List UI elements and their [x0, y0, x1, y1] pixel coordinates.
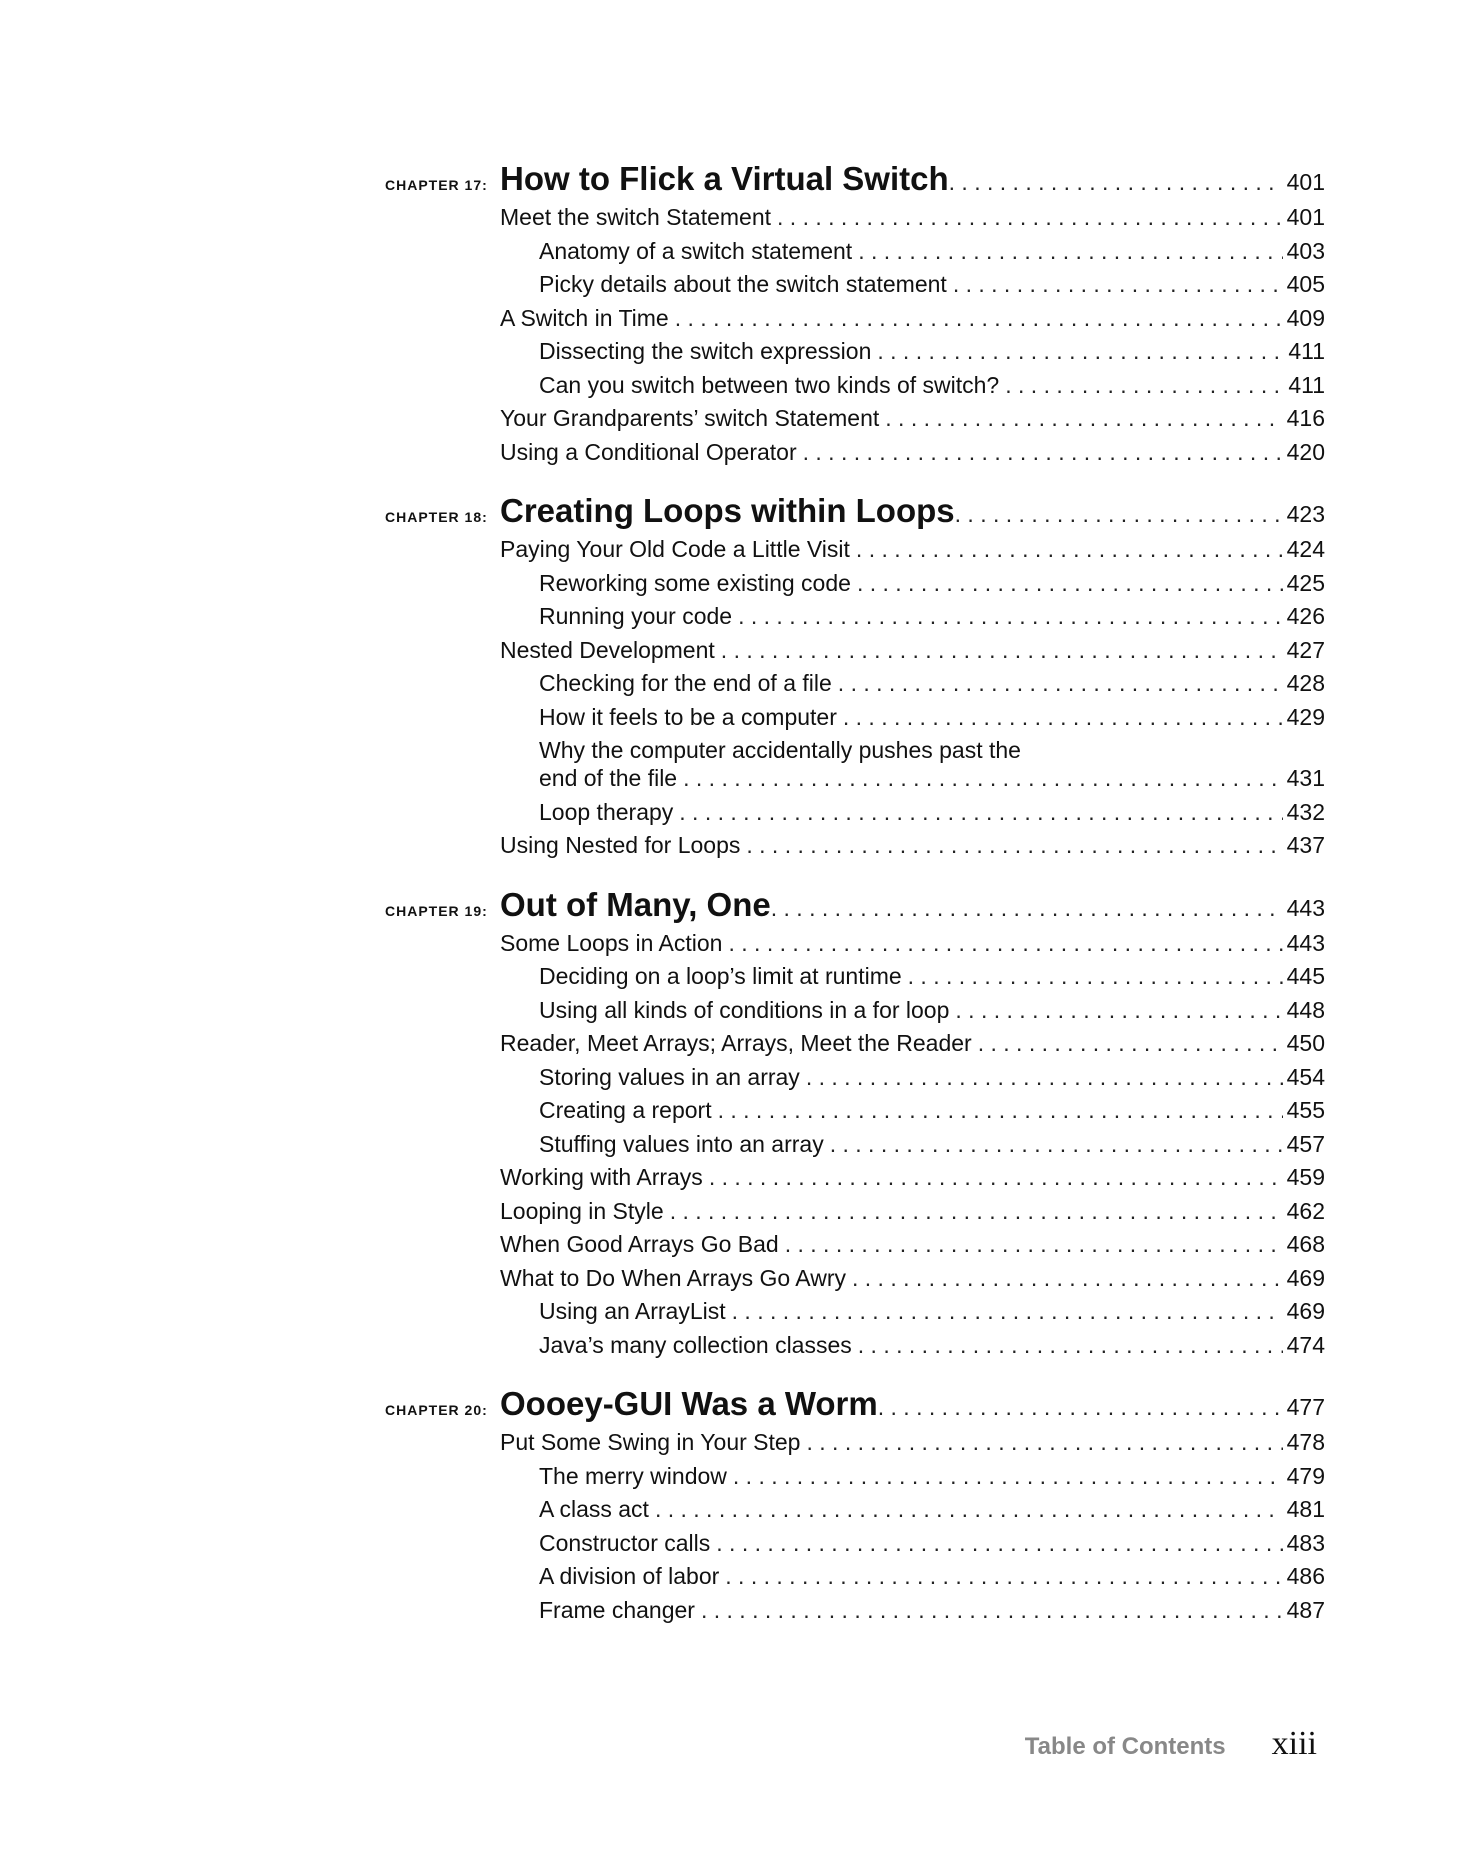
toc-entry-page-number: 481 [1286, 1496, 1325, 1522]
toc-entry-title: A division of labor [539, 1563, 720, 1589]
toc-entry-page-number: 409 [1286, 304, 1325, 331]
toc-entry-page-number: 483 [1286, 1529, 1325, 1556]
toc-entry-title: Reworking some existing code [539, 569, 851, 596]
dot-leader [746, 832, 1282, 859]
toc-entry-title: Loop therapy [539, 798, 674, 825]
dot-leader [732, 1298, 1283, 1325]
toc-subsection-entry[interactable] [539, 963, 1325, 997]
toc-subsection-entry[interactable] [539, 372, 1325, 406]
toc-entry-page-number: 411 [1288, 338, 1325, 364]
toc-entry-title: Your Grandparents’ switch Statement [500, 405, 880, 431]
dot-leader [803, 439, 1283, 466]
toc-entry-title: Using Nested for Loops [500, 832, 741, 858]
toc-section-entry[interactable] [500, 1265, 1325, 1299]
toc-entry-page-number: 450 [1286, 1030, 1325, 1056]
toc-entry-title: Nested Development [500, 636, 715, 663]
dot-leader [728, 930, 1282, 957]
dot-leader [721, 637, 1283, 664]
toc-entry-page-number: 455 [1286, 1097, 1325, 1123]
dot-leader [683, 765, 1283, 792]
dot-leader [716, 1530, 1282, 1557]
footer-page-number: xiii [1271, 1725, 1317, 1762]
chapter-spacer [385, 472, 1325, 492]
dot-leader [725, 1563, 1282, 1590]
toc-subsection-entry[interactable] [539, 338, 1325, 372]
toc-entry-title: Stuffing values into an array [539, 1130, 824, 1157]
chapter-spacer [385, 1365, 1325, 1385]
toc-entry-title: Paying Your Old Code a Little Visit [500, 536, 850, 562]
chapter-label: CHAPTER 20: [385, 1402, 488, 1418]
toc-subsection-entry[interactable] [539, 1097, 1325, 1131]
dot-leader [843, 704, 1283, 731]
toc-entry-page-number: 468 [1286, 1231, 1325, 1257]
chapter-spacer [385, 866, 1325, 886]
dot-leader [953, 271, 1283, 298]
toc-subsection-entry[interactable] [539, 603, 1325, 637]
toc-entry-page-number: 401 [1286, 204, 1325, 230]
toc-entry-page-number: 443 [1286, 929, 1325, 956]
toc-entry-title: Reader, Meet Arrays; Arrays, Meet the Reader [500, 1030, 972, 1056]
dot-leader [709, 1164, 1283, 1191]
toc-subsection-entry[interactable] [539, 1463, 1325, 1497]
toc-entry-page-number: 478 [1286, 1429, 1325, 1455]
toc-subsection-entry[interactable] [539, 1298, 1325, 1332]
chapter-label: CHAPTER 17: [385, 177, 488, 193]
toc-entry-page-number: 487 [1286, 1596, 1325, 1623]
toc-section-entry[interactable] [500, 439, 1325, 473]
chapter-heading[interactable] [385, 1385, 1325, 1429]
toc-entry-title: Why the computer accidentally pushes past the [539, 737, 1021, 763]
toc-entry-title: Using all kinds of conditions in a for loop [539, 996, 950, 1023]
dot-leader [806, 1429, 1282, 1456]
toc-section-entry[interactable] [500, 405, 1325, 439]
dot-leader [877, 338, 1284, 365]
toc-entry-title: Meet the switch Statement [500, 204, 772, 230]
toc-section-entry[interactable] [500, 204, 1325, 238]
dot-leader [830, 1131, 1283, 1158]
footer-section-label: Table of Contents [1024, 1733, 1226, 1760]
toc-entry-title: A class act [539, 1496, 649, 1522]
toc-entry-title: When Good Arrays Go Bad [500, 1231, 779, 1257]
toc-subsection-entry[interactable] [539, 1530, 1325, 1564]
toc-entry-title-continued: end of the file [539, 765, 678, 791]
dot-leader [785, 1231, 1283, 1258]
toc-entry-title: Anatomy of a switch statement [539, 237, 853, 264]
toc-entry-title: A Switch in Time [500, 304, 669, 331]
chapter-heading[interactable] [385, 886, 1325, 930]
toc-entry-page-number: 428 [1286, 670, 1325, 696]
toc-entry-page-number: 420 [1286, 438, 1325, 465]
chapter-title[interactable]: Creating Loops within Loops [500, 492, 955, 529]
toc-entry-title: Dissecting the switch expression [539, 338, 872, 364]
dot-leader [1005, 372, 1284, 399]
dot-leader [978, 1030, 1283, 1057]
toc-subsection-entry[interactable] [539, 1597, 1325, 1631]
dot-leader [885, 405, 1282, 432]
table-of-contents [385, 160, 1325, 1630]
chapter-title[interactable]: Out of Many, One [500, 885, 771, 923]
toc-subsection-entry[interactable] [539, 1064, 1325, 1098]
toc-subsection-entry[interactable] [539, 704, 1325, 738]
dot-leader [857, 570, 1283, 597]
toc-entry-page-number: 427 [1286, 636, 1325, 663]
chapter-title[interactable]: How to Flick a Virtual Switch [500, 160, 949, 197]
toc-entry-page-number: 457 [1286, 1130, 1325, 1157]
toc-subsection-entry[interactable] [539, 1563, 1325, 1597]
chapter-page-number: 423 [1286, 501, 1325, 527]
toc-entry-title: The merry window [539, 1462, 727, 1489]
toc-entry-line [539, 765, 1325, 799]
toc-entry-page-number: 432 [1286, 798, 1325, 825]
chapter-heading[interactable] [385, 492, 1325, 536]
toc-subsection-entry[interactable] [539, 670, 1325, 704]
toc-entry-title: Some Loops in Action [500, 929, 723, 956]
dot-leader [718, 1097, 1283, 1124]
toc-subsection-entry[interactable] [539, 271, 1325, 305]
toc-entry-title: Using an ArrayList [539, 1298, 726, 1324]
dot-leader [955, 501, 1283, 528]
toc-entry-page-number: 469 [1286, 1264, 1325, 1291]
toc-section-entry[interactable] [500, 1164, 1325, 1198]
toc-section-entry[interactable] [500, 637, 1325, 671]
toc-entry-title: Creating a report [539, 1097, 712, 1123]
dot-leader [878, 1394, 1283, 1421]
toc-entry-title: Storing values in an array [539, 1063, 800, 1090]
toc-entry-title: Put Some Swing in Your Step [500, 1429, 801, 1455]
dot-leader [908, 963, 1283, 990]
toc-entry-page-number: 462 [1286, 1197, 1325, 1224]
toc-section-entry[interactable] [500, 1429, 1325, 1463]
toc-subsection-entry[interactable] [539, 1332, 1325, 1366]
toc-subsection-entry[interactable] [539, 997, 1325, 1031]
dot-leader [701, 1597, 1283, 1624]
dot-leader [838, 670, 1283, 697]
toc-subsection-entry[interactable] [539, 238, 1325, 272]
toc-subsection-entry[interactable] [539, 799, 1325, 833]
toc-entry-page-number: 411 [1288, 371, 1325, 398]
dot-leader [655, 1496, 1283, 1523]
toc-section-entry[interactable] [500, 832, 1325, 866]
chapter-page-number: 477 [1286, 1394, 1325, 1420]
chapter-heading[interactable] [385, 160, 1325, 204]
toc-section-entry[interactable] [500, 1030, 1325, 1064]
toc-entry-page-number: 431 [1286, 765, 1325, 791]
chapter-title[interactable]: Oooey-GUI Was a Worm [500, 1385, 878, 1422]
toc-entry[interactable] [539, 737, 1325, 799]
chapter-section [385, 492, 1325, 866]
toc-section-entry[interactable] [500, 1231, 1325, 1265]
toc-entry-page-number: 486 [1286, 1563, 1325, 1589]
toc-section-entry[interactable] [500, 1198, 1325, 1232]
toc-entry-title: Running your code [539, 603, 733, 629]
toc-subsection-entry[interactable] [539, 570, 1325, 604]
toc-section-entry[interactable] [500, 536, 1325, 570]
toc-entry-page-number: 425 [1286, 569, 1325, 596]
dot-leader [806, 1064, 1283, 1091]
toc-entry-title: How it feels to be a computer [539, 703, 837, 730]
chapter-section [385, 160, 1325, 472]
toc-subsection-entry[interactable] [539, 1496, 1325, 1530]
toc-section-entry[interactable] [500, 930, 1325, 964]
toc-entry-title: Working with Arrays [500, 1164, 703, 1190]
toc-entry-page-number: 469 [1286, 1298, 1325, 1324]
chapter-page-number: 443 [1286, 894, 1325, 921]
toc-entry-page-number: 403 [1286, 237, 1325, 264]
toc-entry-page-number: 454 [1286, 1063, 1325, 1090]
toc-entry-title: Checking for the end of a file [539, 670, 832, 696]
dot-leader [670, 1198, 1283, 1225]
toc-entry-title: Deciding on a loop’s limit at runtime [539, 963, 902, 989]
toc-entry-title: Constructor calls [539, 1529, 711, 1556]
toc-entry-page-number: 459 [1286, 1164, 1325, 1190]
toc-entry-title: Using a Conditional Operator [500, 438, 797, 465]
toc-entry-title: Can you switch between two kinds of switch? [539, 371, 1000, 398]
toc-entry-page-number: 426 [1286, 603, 1325, 629]
dot-leader [738, 603, 1283, 630]
chapter-page-number: 401 [1286, 169, 1325, 195]
chapter-label: CHAPTER 18: [385, 509, 488, 525]
chapter-section [385, 1385, 1325, 1630]
dot-leader [679, 799, 1282, 826]
dot-leader [955, 997, 1282, 1024]
page-footer [1017, 1725, 1317, 1763]
toc-section-entry[interactable] [500, 305, 1325, 339]
dot-leader [852, 1265, 1283, 1292]
chapter-section [385, 886, 1325, 1366]
toc-entry-title: What to Do When Arrays Go Awry [500, 1264, 846, 1291]
toc-entry-page-number: 405 [1286, 271, 1325, 297]
dot-leader [771, 895, 1283, 922]
toc-entry-title: Frame changer [539, 1596, 695, 1623]
toc-entry-page-number: 429 [1286, 703, 1325, 730]
dot-leader [858, 238, 1282, 265]
toc-entry-page-number: 416 [1286, 405, 1325, 431]
toc-entry-page-number: 479 [1286, 1462, 1325, 1489]
chapter-label: CHAPTER 19: [385, 902, 488, 919]
dot-leader [949, 169, 1283, 196]
toc-entry-page-number: 445 [1286, 963, 1325, 989]
dot-leader [858, 1332, 1283, 1359]
dot-leader [733, 1463, 1283, 1490]
toc-entry-page-number: 437 [1286, 832, 1325, 858]
toc-entry-title: Java’s many collection classes [539, 1331, 852, 1358]
dot-leader [856, 536, 1283, 563]
toc-entry-title: Picky details about the switch statement [539, 271, 947, 297]
dot-leader [675, 305, 1283, 332]
toc-subsection-entry[interactable] [539, 1131, 1325, 1165]
dot-leader [777, 204, 1283, 231]
toc-entry-title: Looping in Style [500, 1197, 664, 1224]
toc-entry-page-number: 448 [1286, 996, 1325, 1023]
toc-entry-page-number: 474 [1286, 1331, 1325, 1358]
toc-entry-page-number: 424 [1286, 536, 1325, 562]
